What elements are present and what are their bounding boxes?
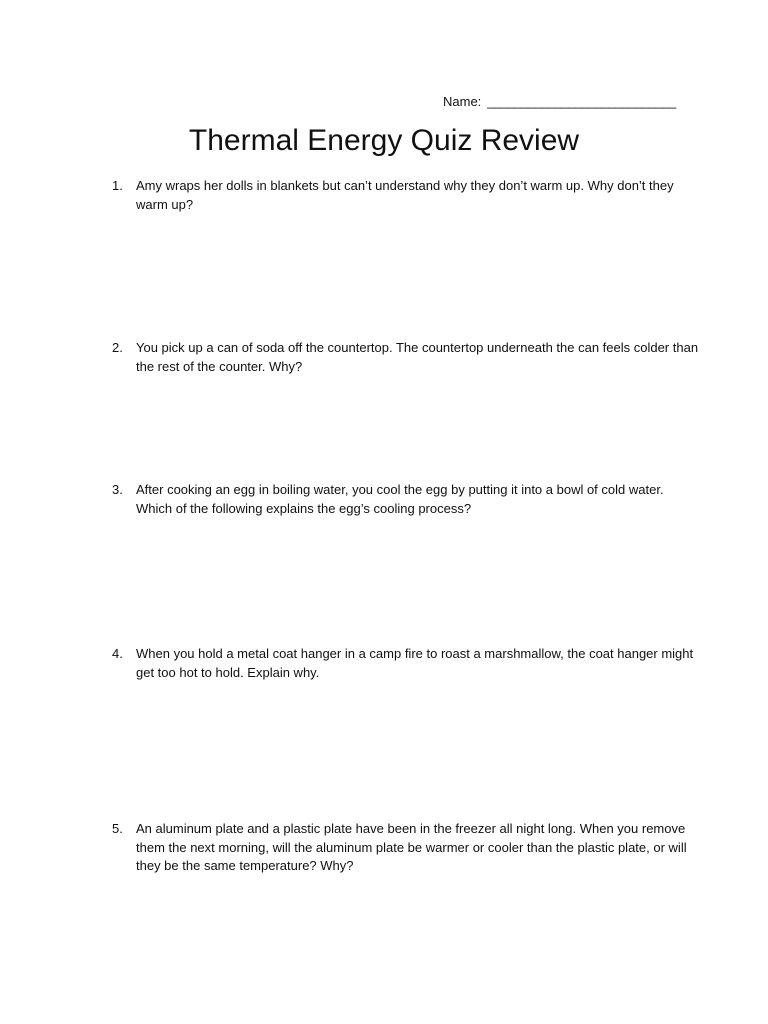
question-text: You pick up a can of soda off the countertop. The countertop underneath the can feels colder than the rest of the counter. Why? (136, 340, 699, 374)
question-1 (112, 177, 702, 214)
name-label: Name: (443, 94, 482, 109)
question-number: 1. (112, 178, 123, 193)
question-text: An aluminum plate and a plastic plate have been in the freezer all night long. When you remove them the next morning, will the aluminum plate be warmer or cooler than the plastic plate, or will they be the same temperature? Why? (136, 821, 687, 873)
name-blank-line: ____________________________ (487, 94, 676, 109)
question-number: 5. (112, 821, 123, 836)
question-number: 2. (112, 340, 123, 355)
question-text: After cooking an egg in boiling water, you cool the egg by putting it into a bowl of cold water. Which of the following explains the egg’s cooling process? (136, 482, 664, 516)
question-text: Amy wraps her dolls in blankets but can’t understand why they don’t warm up. Why don’t they warm up? (136, 178, 674, 212)
question-text: When you hold a metal coat hanger in a camp fire to roast a marshmallow, the coat hanger might get too hot to hold. Explain why. (136, 646, 694, 680)
page-title: Thermal Energy Quiz Review (188, 124, 580, 157)
question-5 (112, 820, 702, 876)
question-2 (112, 339, 702, 376)
question-3 (112, 481, 702, 518)
question-4 (112, 645, 702, 682)
question-number: 4. (112, 646, 123, 661)
question-number: 3. (112, 482, 123, 497)
name-field (443, 94, 676, 109)
